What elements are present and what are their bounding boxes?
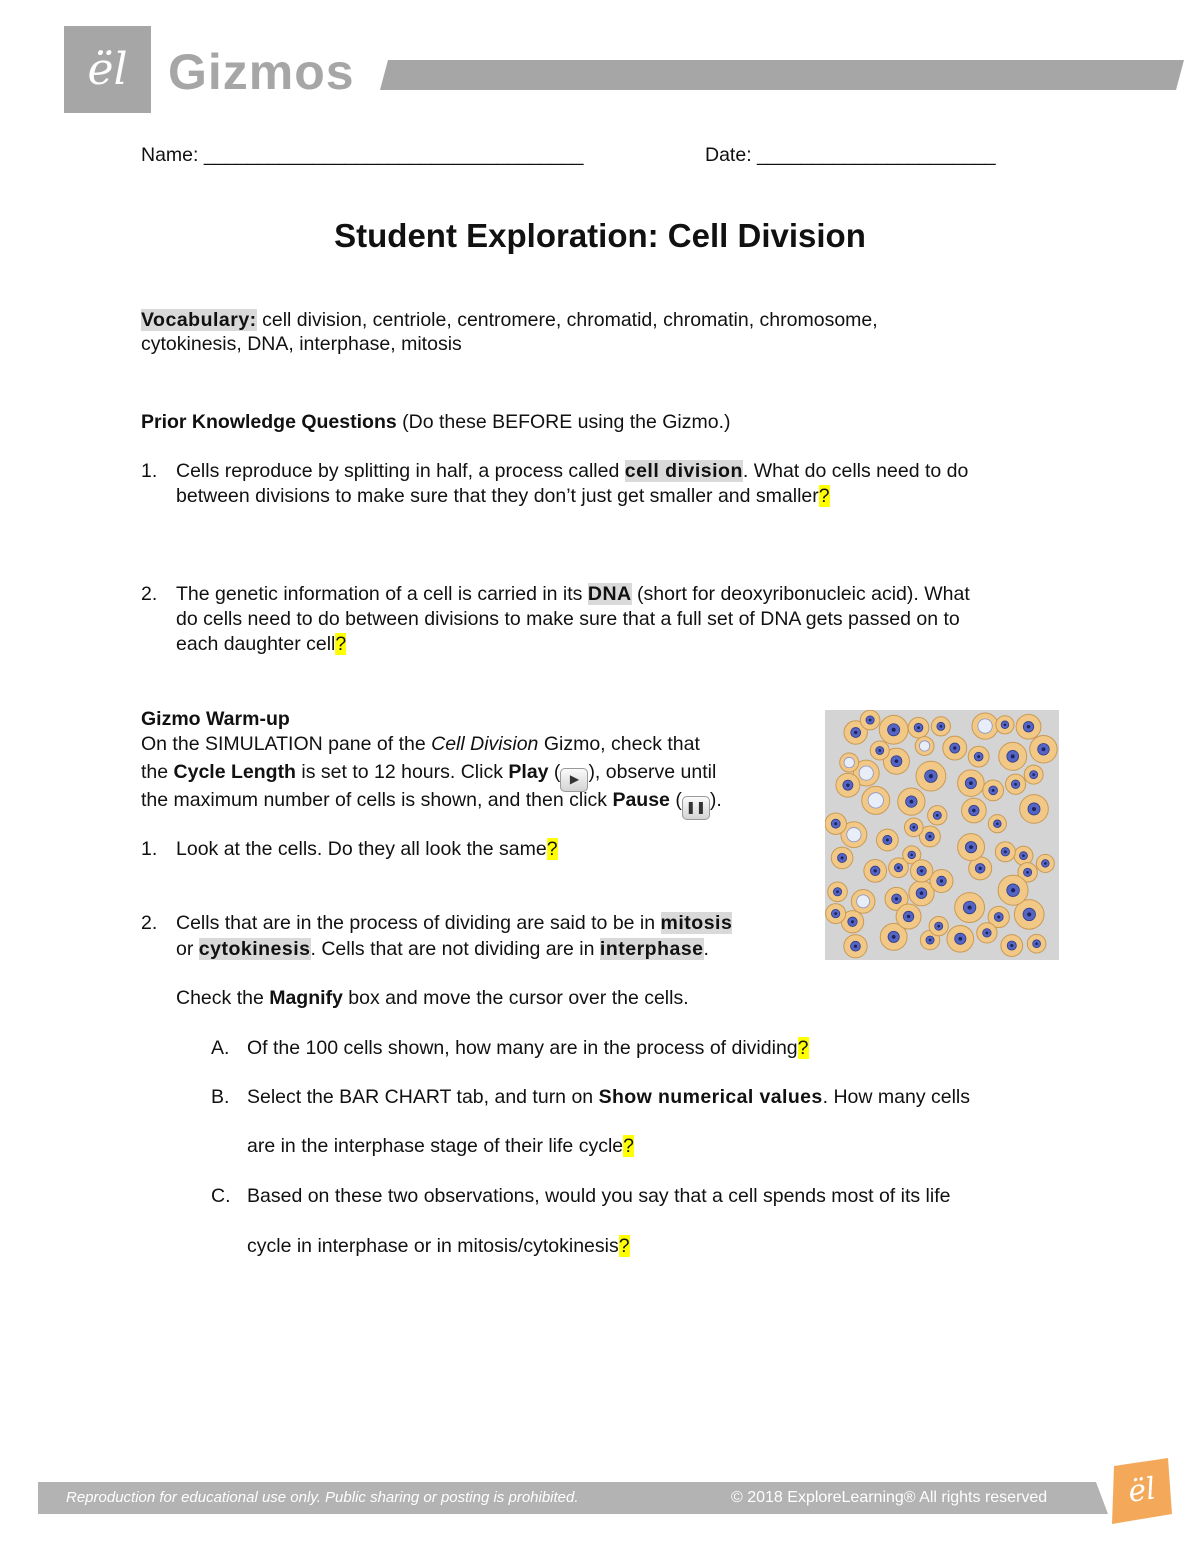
- cell: [826, 904, 846, 924]
- cell: [860, 710, 880, 730]
- gizmo-name: Cell Division: [431, 733, 539, 755]
- date-label: Date:: [705, 144, 752, 166]
- play-icon: ▶: [560, 768, 588, 792]
- answer-marker[interactable]: ?: [818, 485, 830, 507]
- term-cytokinesis: cytokinesis: [198, 938, 311, 960]
- vocabulary-line-1: [141, 308, 878, 333]
- cell: [988, 815, 1006, 833]
- magnify-term: Magnify: [269, 987, 343, 1009]
- sub-q-c-line-1: Based on these two observations, would you say that a cell spends most of its life: [247, 1185, 951, 1207]
- warmup-intro-line-3: [141, 788, 722, 820]
- sub-q-c-text: cycle in interphase or in mitosis/cytokinesis: [247, 1235, 619, 1257]
- cell: [995, 842, 1015, 862]
- name-label: Name:: [141, 144, 199, 166]
- warmup-q1-number: 1.: [141, 838, 158, 860]
- cell: [844, 935, 867, 958]
- cell: [947, 925, 974, 952]
- name-blank: ___________________________________: [203, 144, 584, 166]
- cell: [998, 875, 1028, 905]
- pk-q2-line-1: [176, 582, 970, 607]
- answer-marker[interactable]: ?: [546, 838, 558, 860]
- pk-q2-text-b: (short for deoxyribonucleic acid). What: [631, 583, 970, 605]
- answer-marker[interactable]: ?: [623, 1135, 634, 1157]
- paren-open: (: [669, 789, 682, 811]
- intro-text-c: the: [141, 761, 174, 783]
- term-interphase: interphase: [599, 938, 704, 960]
- sub-q-b-text-c: are in the interphase stage of their life cycle: [247, 1135, 624, 1157]
- term-mitosis: mitosis: [660, 912, 733, 934]
- explorelearning-logo-icon: ël: [1125, 1471, 1158, 1510]
- warmup-intro-line-1: [141, 732, 700, 757]
- pause-term: Pause: [612, 789, 670, 811]
- intro-text-d: is set to 12 hours. Click: [295, 761, 509, 783]
- cell: [1030, 736, 1057, 763]
- warmup-q2-number: 2.: [141, 912, 158, 934]
- sub-q-a-prompt: Of the 100 cells shown, how many are in the process of dividing: [247, 1037, 798, 1059]
- pk-q2-line-3: [176, 632, 346, 657]
- pk-q2-text-c: each daughter cell: [176, 633, 336, 655]
- name-field[interactable]: [141, 143, 583, 168]
- warmup-q1-prompt: Look at the cells. Do they all look the same: [176, 838, 547, 860]
- cell: [896, 904, 921, 929]
- cell: [877, 829, 899, 851]
- cell: [879, 715, 908, 744]
- prior-knowledge-title: Prior Knowledge Questions: [141, 411, 397, 433]
- vocabulary-line-2: cytokinesis, DNA, interphase, mitosis: [141, 333, 462, 355]
- cell: [908, 717, 929, 738]
- cell: [862, 786, 890, 814]
- page-title: Student Exploration: Cell Division: [334, 217, 866, 254]
- cell: [916, 761, 946, 791]
- pause-icon: ❚❚: [682, 796, 710, 820]
- play-term: Play: [508, 761, 549, 783]
- cycle-length-term: Cycle Length: [173, 761, 296, 783]
- date-blank: ______________________: [757, 144, 996, 166]
- pk-q2-number: 2.: [141, 583, 158, 605]
- cell: [929, 917, 948, 936]
- cell: [977, 923, 997, 943]
- show-values-term: Show numerical values: [598, 1086, 823, 1108]
- cell: [1014, 846, 1033, 865]
- answer-marker[interactable]: ?: [618, 1235, 630, 1257]
- cell: [1016, 714, 1041, 739]
- pk-q1-text-a: Cells reproduce by splitting in half, a process called: [176, 460, 625, 482]
- sub-q-b-line-2: [247, 1134, 634, 1159]
- sub-q-a-text: [247, 1036, 809, 1061]
- cell: [958, 834, 985, 861]
- sub-q-c-letter: C.: [211, 1185, 231, 1207]
- cell: [864, 859, 887, 882]
- cell: [825, 813, 846, 834]
- pk-q1-number: 1.: [141, 460, 158, 482]
- cell: [943, 736, 967, 760]
- cell: [840, 753, 859, 772]
- term-dna: DNA: [587, 583, 632, 605]
- warmup-q2-text-b: or: [176, 938, 199, 960]
- answer-marker[interactable]: ?: [335, 633, 347, 655]
- pk-q1-text-c: between divisions to make sure that they don’t just get smaller and smaller: [176, 485, 819, 507]
- cell: [904, 818, 923, 837]
- intro-text-a: On the SIMULATION pane of the: [141, 733, 432, 755]
- cell: [1027, 934, 1046, 953]
- cell: [870, 741, 889, 760]
- prior-knowledge-heading: [141, 410, 731, 435]
- footer-copyright: © 2018 ExploreLearning® All rights reserved: [731, 1489, 1048, 1506]
- pk-q2-text-a: The genetic information of a cell is carried in its: [176, 583, 588, 605]
- warmup-title: Gizmo Warm-up: [141, 708, 290, 730]
- check-text-a: Check the: [176, 987, 270, 1009]
- cell: [999, 742, 1027, 770]
- cell: [1006, 774, 1026, 794]
- vocabulary-label: Vocabulary:: [141, 309, 257, 331]
- cell: [836, 773, 860, 797]
- intro-text-b: Gizmo, check that: [538, 733, 700, 755]
- date-field[interactable]: [705, 143, 996, 168]
- intro-text-e: ), observe until: [588, 761, 717, 783]
- cell: [930, 870, 953, 893]
- cell: [851, 890, 875, 914]
- cell: [968, 746, 989, 767]
- warmup-q1-text: [176, 837, 558, 862]
- cell: [910, 860, 932, 882]
- cells-illustration: [825, 710, 1059, 960]
- prior-knowledge-note: (Do these BEFORE using the Gizmo.): [396, 411, 731, 433]
- footer-disclaimer: Reproduction for educational use only. Public sharing or posting is prohibited.: [66, 1489, 579, 1506]
- sub-q-b-line-1: [247, 1085, 970, 1110]
- cell: [931, 717, 950, 736]
- warmup-q2-text-c: . Cells that are not dividing are in: [310, 938, 600, 960]
- magnify-instruction: [176, 986, 689, 1011]
- cell: [928, 806, 947, 825]
- pk-q1-text-b: . What do cells need to do: [742, 460, 969, 482]
- cell: [972, 713, 998, 739]
- cell-simulation-image: [825, 710, 1059, 960]
- check-text-b: box and move the cursor over the cells.: [342, 987, 689, 1009]
- cell: [958, 770, 985, 797]
- gizmos-logo-icon: ël: [87, 44, 128, 95]
- cell: [1024, 765, 1043, 784]
- intro-text-f: the maximum number of cells is shown, and then click: [141, 789, 613, 811]
- cell: [915, 737, 934, 756]
- cell: [983, 780, 1004, 801]
- intro-text-g: ).: [709, 789, 722, 811]
- cell: [889, 858, 909, 878]
- cell: [962, 798, 987, 823]
- cell: [1036, 854, 1054, 872]
- sub-q-b-text-b: . How many cells: [822, 1086, 970, 1108]
- sub-q-c-line-2: [247, 1234, 630, 1259]
- cell: [1020, 795, 1049, 824]
- sub-q-a-letter: A.: [211, 1037, 230, 1059]
- vocabulary-terms-1: cell division, centriole, centromere, chromatid, chromatin, chromosome,: [256, 309, 878, 331]
- brand-title: Gizmos: [168, 44, 355, 100]
- pk-q1-line-2: [176, 484, 830, 509]
- cell: [1001, 935, 1023, 957]
- warmup-heading: [141, 707, 290, 732]
- pk-q2-line-2: do cells need to do between divisions to make sure that a full set of DNA gets passed on to: [176, 608, 960, 630]
- warmup-q2-text-a: Cells that are in the process of dividing are said to be in: [176, 912, 661, 934]
- warmup-q2-text-d: .: [703, 938, 709, 960]
- term-cell-division: cell division: [624, 460, 743, 482]
- paren-open: (: [548, 761, 561, 783]
- sub-q-b-letter: B.: [211, 1086, 230, 1108]
- header-stripe: [380, 60, 1184, 90]
- cell: [955, 893, 985, 923]
- answer-marker[interactable]: ?: [797, 1037, 809, 1059]
- sub-q-b-text-a: Select the BAR CHART tab, and turn on: [247, 1086, 599, 1108]
- cell: [898, 788, 925, 815]
- cell: [996, 716, 1014, 734]
- warmup-q2-line-2: [176, 937, 709, 962]
- pk-q1-line-1: [176, 459, 968, 484]
- warmup-q2-line-1: [176, 911, 732, 936]
- cell: [828, 882, 848, 902]
- cell: [831, 847, 853, 869]
